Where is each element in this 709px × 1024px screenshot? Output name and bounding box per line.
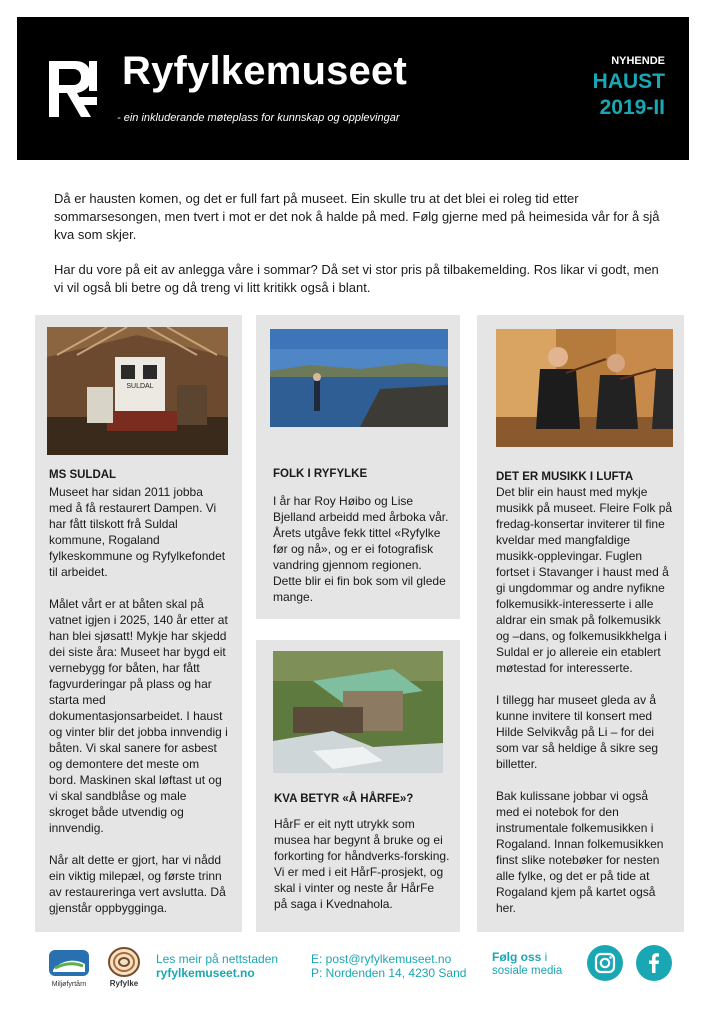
article-body [273, 493, 449, 621]
instagram-icon[interactable] [587, 945, 623, 981]
fjord-photo [270, 329, 448, 427]
contact-email[interactable]: E: post@ryfylkemuseet.no [311, 952, 452, 966]
tagline: - ein inkluderande møteplass for kunnskap og opplevingar [117, 112, 400, 124]
article-paragraph: Målet vårt er at båten skal på vatnet igjen i 2025, 140 år etter at han blei sjøsatt! Mykje har skjedd dei siste åra: Museet har bygd eit vernebygg for båten, har fått fagvurderingar på plass og har starta med dokumentasjonsarbeidet. I haust og vinter blir det jobba innvendig i båten. Vi skal sanere for asbest og demontere det meste om bord. Maskinen skal løftast ut og vi skal sandblåse og male skroget både utvendig og innvendig. [49, 597, 228, 835]
article-musikk [477, 315, 684, 932]
miljofyrtarn-logo-icon [45, 948, 93, 988]
ryfylke-label: Ryfylke [109, 979, 139, 988]
article-folk-i-ryfylke [256, 315, 460, 619]
website-link[interactable]: ryfylkemuseet.no [156, 966, 255, 980]
boat-photo [47, 327, 228, 455]
masthead [17, 17, 689, 160]
issue-season: HAUST [592, 70, 665, 93]
article-title: DET ER MUSIKK I LUFTA [496, 471, 634, 483]
intro-text [54, 190, 664, 314]
miljofyrtarn-label: Miljøfyrtårn [51, 981, 87, 988]
article-paragraph: Vi er med i eit HårF-prosjekt, og skal i vinter og neste år HårFe på saga i Kvednahola. [274, 865, 444, 911]
article-title: MS SULDAL [49, 469, 117, 481]
issue-year: 2019-II [599, 96, 665, 119]
follow-rest: i [541, 950, 548, 964]
intro-paragraph: Har du vore på eit av anlegga våre i sommar? Då set vi stor pris på tilbakemelding. Ros likar vi godt, men vi vil også bli betre og då treng vi litt kritikk også i blant. [54, 262, 659, 295]
article-title: KVA BETYR «Å HÅRFE»? [274, 793, 414, 805]
article-harfe [256, 640, 460, 932]
article-title: FOLK I RYFYLKE [273, 468, 368, 480]
ryfylkemuseet-logo-icon [47, 57, 99, 126]
follow-bold: Følg oss [492, 950, 542, 964]
article-paragraph: I tillegg har museet gleda av å kunne invitere til konsert med Hilde Selvikvåg på Li – for dei som var så heldige å sikre seg billetter. [496, 693, 659, 771]
article-paragraph: Bak kulissane jobbar vi også med ei notebok for den instrumentale folkemusikken i Rogaland. Innan folkemusikken finst slike notebøker for nesten alle fylke, og det er på tide at Rogaland kjem på kartet også her. [496, 789, 664, 915]
article-paragraph: Når alt dette er gjort, har vi nådd ein viktig milepæl, og første trinn av restaureringa vert avslutta. Då gjenstår oppbygginga. [49, 853, 226, 915]
article-ms-suldal [35, 315, 242, 932]
footer [0, 942, 709, 1024]
sawmill-photo [273, 651, 443, 773]
facebook-icon[interactable] [636, 945, 672, 981]
contact-address: P: Nordenden 14, 4230 Sand [311, 966, 467, 980]
article-body [274, 816, 450, 928]
article-paragraph: Det blir ein haust med mykje musikk på museet. Fleire Folk på fredag-konsertar inviterer til fine kveldar med mangfaldige musikk-opplevingar. Fuglen fortset i Stavanger i haust med å gi ungdommar og andre nyfikne folkemusikk-interesserte i alle aldrar ein smak på folkemusikk og –dans, og folkemusikkhelga i Suldal er jo allereie ein etablert møtestad for interesserte. [496, 485, 673, 675]
article-body [496, 484, 674, 932]
fiddlers-photo [496, 329, 673, 447]
website-caption: Les meir på nettstaden [156, 952, 279, 966]
follow-caption [492, 950, 547, 964]
boat-name-label: SULDAL [126, 383, 154, 390]
article-paragraph: I år har Roy Høibo og Lise Bjelland arbeidd med årboka vår. Årets utgåve fekk tittel «Ryfylke før og nå», og er ei fotografisk vandring gjennom regionen. Dette blir ei fin bok som vil glede mange. [273, 494, 449, 604]
article-paragraph: HårF er eit nytt utrykk som musea har begynt å bruke og ei forkorting for håndverks-forsking. [274, 817, 450, 863]
issue-info [593, 55, 665, 121]
article-body [49, 484, 229, 932]
article-paragraph: Museet har sidan 2011 jobba med å få restaurert Dampen. Vi har fått tilskott frå Suldal kommune, Rogaland fylkeskommune og Ryfylkefondet til arbeidet. [49, 485, 226, 579]
intro-paragraph: Då er hausten komen, og det er full fart på museet. Ein skulle tru at det blei ei roleg tid etter sommarsesongen, men tvert i mot er det nok å halde på med. Følg gjerne med på heimesida vår for å sjå kva som skjer. [54, 191, 660, 242]
brand-name: Ryfylkemuseet [122, 49, 407, 93]
follow-caption-line2: sosiale media [492, 965, 563, 977]
ryfylke-logo-icon [104, 946, 144, 988]
issue-kind: NYHENDE [611, 55, 665, 67]
